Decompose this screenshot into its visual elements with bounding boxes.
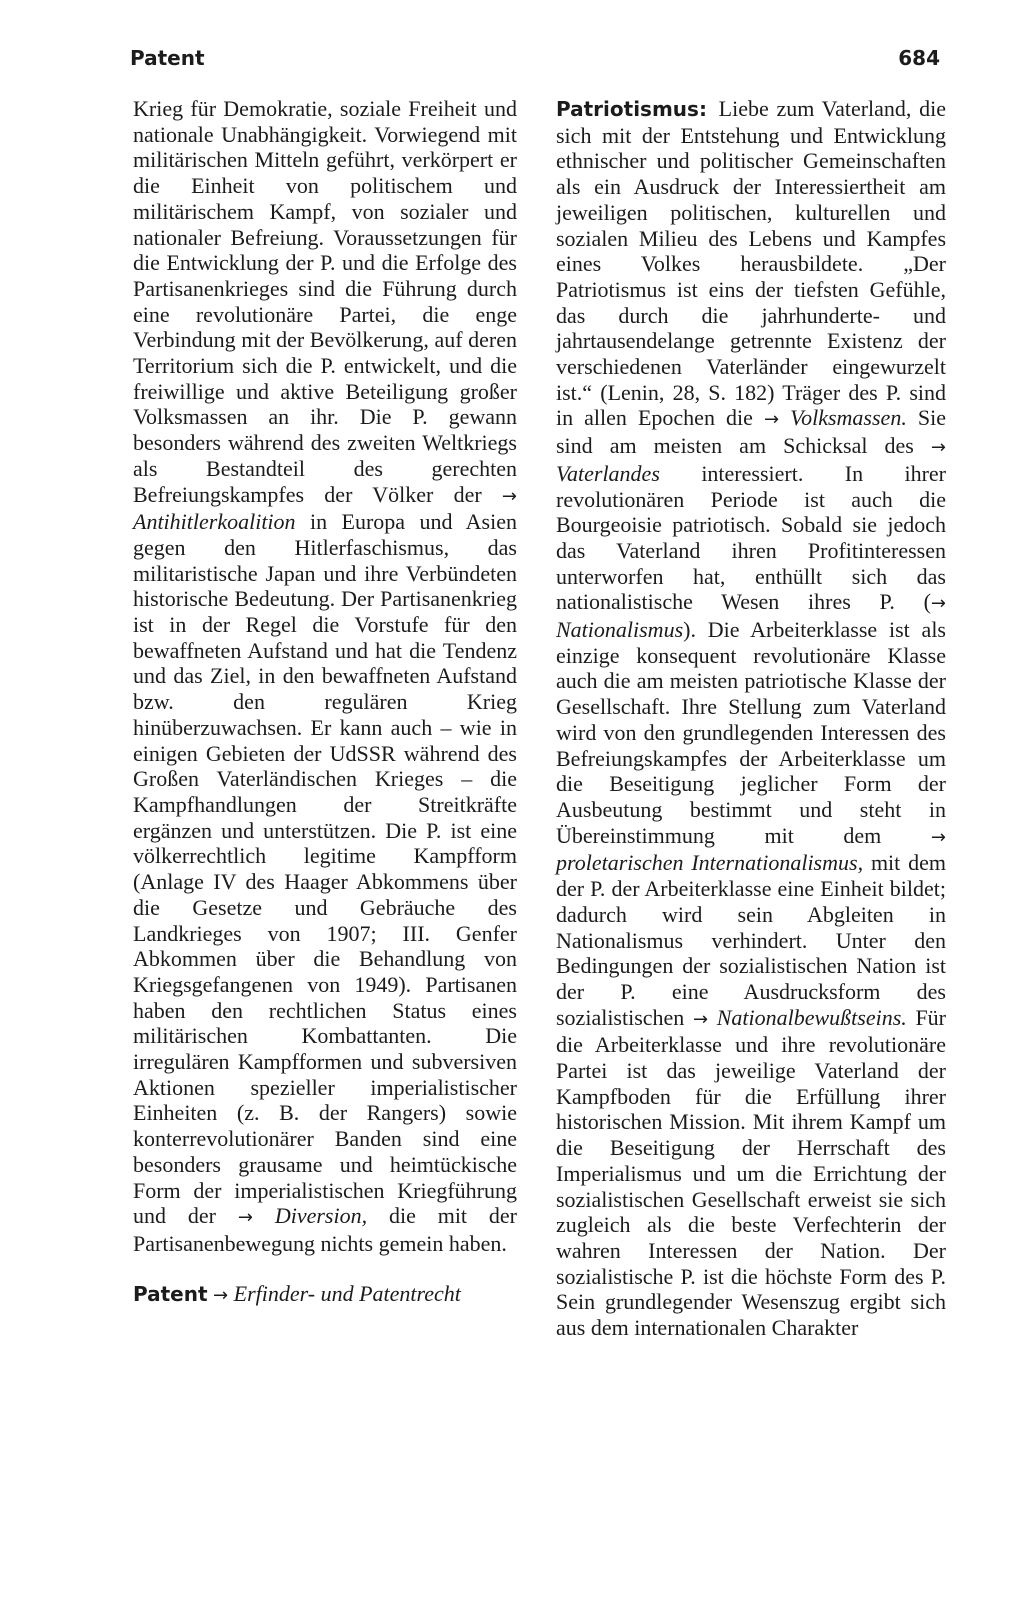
cross-reference-link[interactable]: Vaterlandes	[556, 460, 660, 486]
right-arrow-icon: →	[930, 437, 947, 459]
cross-reference-link[interactable]: Antihitlerkoalition	[133, 509, 296, 535]
right-arrow-icon: →	[692, 1008, 709, 1030]
cross-reference-link[interactable]: Nationalismus	[556, 617, 684, 643]
cross-reference-link[interactable]: Erfinder- und Patentrecht	[233, 1280, 461, 1306]
entry-patriotismus	[556, 96, 946, 1341]
left-column	[133, 96, 517, 1308]
body-text: in Europa und Asien gegen den Hitlerfaschismus, das militaristische Japan und ihre Verbündeten historische Bedeutung. Der Partisanenkrieg ist in der Regel die Vorstufe für den bewaffneten Aufstand und hat die Tendenz und das Ziel, in den bewaffneten Aufstand bzw. den regulären Krieg hinüberzuwachsen. Er kann auch – wie in einigen Gebieten der UdSSR während des Großen Vaterländischen Krieges – die Kampfhandlungen der Streitkräfte ergänzen und unterstützen. Die P. ist eine völkerrechtlich legitime Kampfform (Anlage IV des Haager Abkommens über die Gesetze und Gebräuche des Landkrieges von 1907; III. Genfer Abkommen über die Behandlung von Kriegsgefangenen von 1949). Partisanen haben den rechtlichen Status eines militärischen Kombattanten. Die irregulären Kampfformen und subversiven Aktionen spezieller imperialistischer Einheiten (z. B. der Rangers) sowie konterrevolutionärer Banden sind eine besonders grausame und heimtückische Form der imperialistischen Kriegführung und der	[133, 509, 517, 1229]
body-text: mit dem der P. der Arbeiterklasse eine Einheit bildet; dadurch wird sein Abgleiten in Nationalismus verhindert. Unter den Bedingungen der sozialistischen Nation ist der P. eine Ausdrucksform des sozialistischen	[556, 850, 947, 1030]
body-text: interessiert. In ihrer revolutionären Periode ist auch die Bourgeoisie patriotisch. Sobald sie jedoch das Vaterland ihren Profitinteressen unterworfen hat, enthüllt sich das nationalistische Wesen ihres P. (	[556, 460, 947, 615]
cross-reference-link[interactable]: Nationalbewußtseins.	[716, 1004, 907, 1030]
cross-reference-link[interactable]: proletarischen Internationalismus,	[556, 850, 864, 876]
right-arrow-icon: →	[763, 409, 780, 431]
body-text: Sie sind am meisten am Schicksal des	[556, 405, 947, 459]
right-arrow-icon: →	[237, 1207, 253, 1229]
cross-reference-link[interactable]: Volksmassen.	[790, 405, 907, 431]
page-header	[130, 46, 940, 76]
page-number: 684	[898, 46, 940, 70]
entry-headword: Patriotismus:	[556, 97, 707, 121]
right-arrow-icon: →	[930, 593, 946, 615]
body-text: die mit der Partisanenbewegung nichts gemein haben.	[133, 1203, 518, 1256]
body-text: Für die Arbeiterklasse und ihre revolutionäre Partei ist das jeweilige Vaterland der Kampfboden für die Erfüllung ihrer historischen Mission. Mit ihrem Kampf um die Beseitigung der Herrschaft des Imperialismus und um die Errichtung der sozialistischen Gesellschaft erweist sie sich zugleich als die beste Verfechterin der wahren Interessen der Nation. Der sozialistische P. ist die höchste Form des P. Sein grundlegender Wesenszug ergibt sich aus dem internationalen Charakter	[556, 1004, 946, 1341]
right-arrow-icon: →	[213, 1284, 229, 1306]
right-arrow-icon: →	[501, 485, 518, 507]
right-arrow-icon: →	[930, 826, 946, 848]
body-text: Liebe zum Vaterland, die sich mit der Entstehung und Entwicklung ethnischer und politischer Gemeinschaften als ein Ausdruck der Interessiertheit am jeweiligen politischen, kulturellen und sozialen Milieu des Lebens und Kampfes eines Volkes herausbildete. „Der Patriotismus ist eins der tiefsten Gefühle, das durch die jahrhunderte- und jahrtausendelange getrennte Existenz der verschiedenen Vaterländer eingewurzelt ist.“ (Lenin, 28, S. 182) Träger des P. sind in allen Epochen die	[556, 96, 947, 431]
entry-headword: Patent	[133, 1281, 208, 1306]
body-text: ). Die Arbeiterklasse ist als einzige konsequent revolutionäre Klasse auch die am meisten patriotische Klasse der Gesellschaft. Ihre Stellung zum Vaterland wird von den grundlegenden Interessen des Befreiungskampfes der Arbeiterklasse um die Beseitigung jeglicher Form der Ausbeutung bestimmt und steht in Übereinstimmung mit dem	[556, 617, 946, 848]
body-text: Krieg für Demokratie, soziale Freiheit und nationale Unabhängigkeit. Vorwiegend mit militärischen Mitteln geführt, verkörpert er die Einheit von politischem und militärischem Kampf, von sozialer und nationaler Befreiung. Voraussetzungen für die Entwicklung der P. und die Erfolge des Partisanenkrieges sind die Führung durch eine revolutionäre Partei, die enge Verbindung mit der Bevölkerung, auf deren Territorium sich die P. entwickelt, und die freiwillige und aktive Beteiligung großer Volksmassen an ihr. Die P. gewann besonders während des zweiten Weltkriegs als Bestandteil des gerechten Befreiungskampfes der Völker der	[133, 96, 517, 507]
cross-reference-link[interactable]: Diversion,	[274, 1203, 368, 1229]
entry-patent	[133, 1281, 517, 1309]
running-head: Patent	[130, 46, 205, 70]
right-column	[556, 96, 946, 1341]
entry-partisanen-continuation	[133, 96, 517, 1257]
